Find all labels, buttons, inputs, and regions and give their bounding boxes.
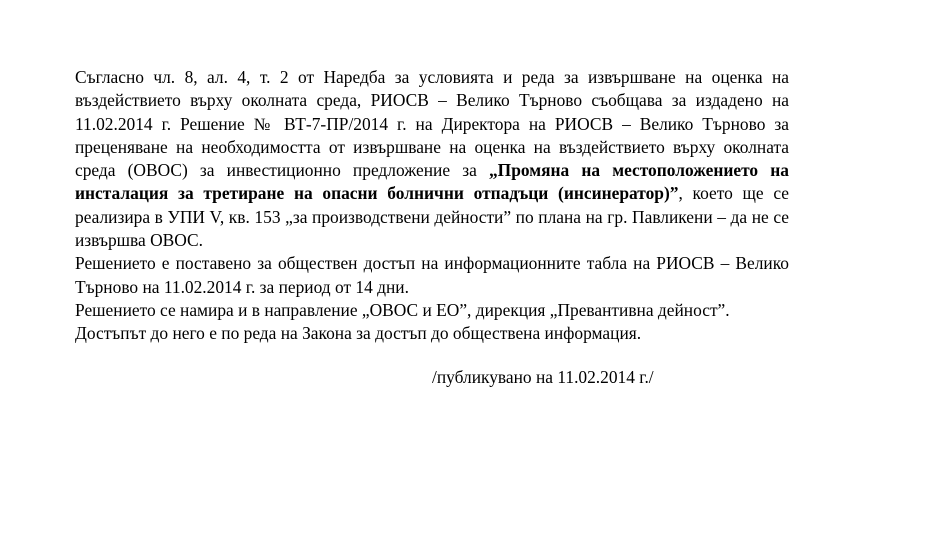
decision-paragraph <box>75 66 789 252</box>
published-note: /публикувано на 11.02.2014 г./ <box>432 367 654 387</box>
project-title: „Промяна на местоположението на инсталация за третиране на опасни болнични отпадъци (инсинератор)” <box>75 160 789 204</box>
decision-intro-text: Съгласно чл. 8, ал. 4, т. 2 от Наредба за условията и реда за извършване на оценка на въздействието върху околната среда, РИОСВ – Велико Търново съобщава за издадено на 11.02.2014 г. Решение № ВТ-7-ПР/2014 г. на Директора на РИОСВ – Велико Търново за преценяване на необходимостта от извършване на оценка на въздействието върху околната среда (ОВОС) за инвестиционно предложение за <box>75 67 789 181</box>
announcement-body <box>75 66 789 346</box>
public-access-paragraph: Решението е поставено за обществен достъп на информационните табла на РИОСВ – Велико Търново на 11.02.2014 г. за период от 14 дни. <box>75 253 789 297</box>
location-paragraph: Решението се намира и в направление „ОВОС и ЕО”, дирекция „Превантивна дейност”. <box>75 299 730 320</box>
decision-outro-text: , което ще се реализира в УПИ V, кв. 153 „за производствени дейности” по плана на гр. Павликени – да не се извършва ОВОС. <box>75 183 789 251</box>
access-law-paragraph: Достъпът до него е по реда на Закона за достъп до обществена информация. <box>75 323 642 344</box>
